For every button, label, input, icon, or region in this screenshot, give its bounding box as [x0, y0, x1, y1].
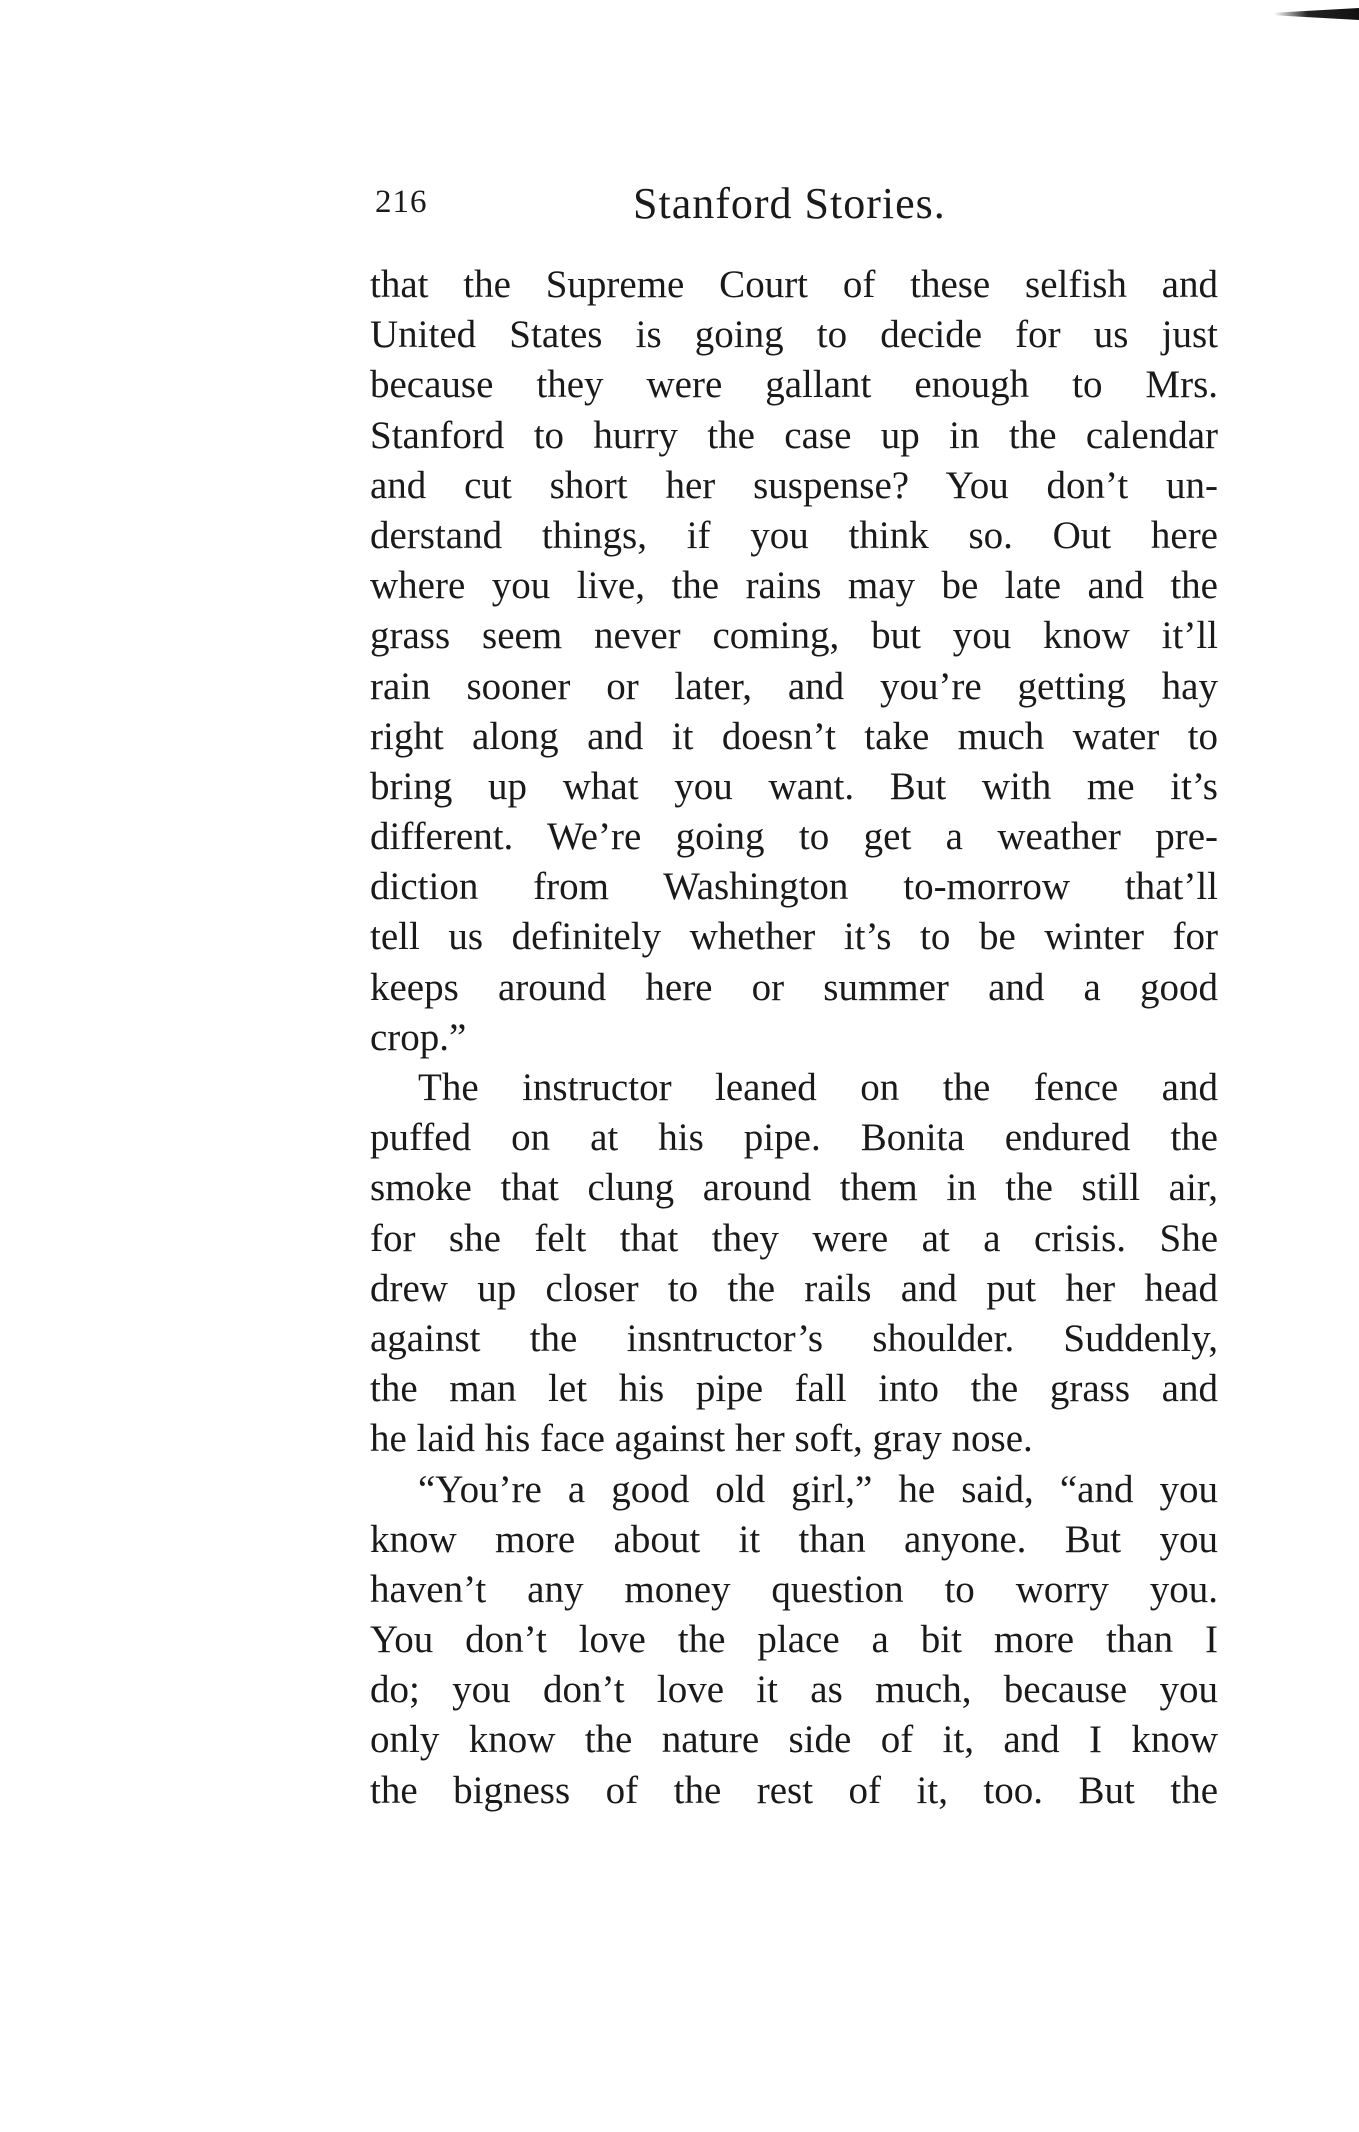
- page-number: 216: [375, 184, 428, 220]
- text-line: drew up closer to the rails and put her head: [370, 1266, 1218, 1310]
- text-line: against the insntructor’s shoulder. Suddenly,: [370, 1316, 1218, 1360]
- body-text: [370, 260, 1218, 1816]
- text-line: know more about it than anyone. But you: [370, 1517, 1218, 1561]
- text-line: where you live, the rains may be late and the: [370, 564, 1218, 608]
- text-line: Stanford to hurry the case up in the calendar: [370, 413, 1218, 457]
- text-line: keeps around here or summer and a good: [370, 965, 1218, 1009]
- text-line: rain sooner or later, and you’re getting hay: [370, 664, 1218, 708]
- page-edge-mark: [1274, 8, 1359, 20]
- text-line: diction from Washington to-morrow that’ll: [370, 865, 1218, 909]
- text-line: that the Supreme Court of these selfish and: [370, 263, 1218, 306]
- text-line: derstand things, if you think so. Out here: [370, 513, 1218, 557]
- text-line: “You’re a good old girl,” he said, “and you: [418, 1467, 1218, 1511]
- text-line: he laid his face against her soft, gray nose.: [370, 1417, 1033, 1461]
- text-line: because they were gallant enough to Mrs.: [370, 363, 1218, 407]
- text-line: only know the nature side of it, and I know: [370, 1718, 1218, 1762]
- text-line: haven’t any money question to worry you.: [370, 1567, 1218, 1611]
- text-line: grass seem never coming, but you know it’ll: [370, 614, 1218, 658]
- text-line: for she felt that they were at a crisis. She: [370, 1216, 1218, 1260]
- text-line: tell us definitely whether it’s to be winter for: [370, 915, 1218, 959]
- text-line: the bigness of the rest of it, too. But the: [370, 1768, 1218, 1812]
- text-line: You don’t love the place a bit more than I: [370, 1618, 1218, 1662]
- running-title: Stanford Stories.: [633, 179, 946, 228]
- text-line: bring up what you want. But with me it’s: [370, 764, 1218, 808]
- text-line: The instructor leaned on the fence and: [418, 1066, 1218, 1109]
- text-line: and cut short her suspense? You don’t un-: [370, 463, 1218, 507]
- text-line: United States is going to decide for us just: [370, 313, 1218, 357]
- text-line: the man let his pipe fall into the grass and: [370, 1367, 1218, 1411]
- text-line: right along and it doesn’t take much water to: [370, 714, 1218, 758]
- text-line: puffed on at his pipe. Bonita endured the: [370, 1116, 1218, 1160]
- text-line: different. We’re going to get a weather pre-: [370, 815, 1218, 859]
- page-header: [375, 178, 1223, 248]
- text-line: crop.”: [370, 1015, 467, 1059]
- text-line: smoke that clung around them in the still air,: [370, 1166, 1218, 1210]
- text-line: do; you don’t love it as much, because you: [370, 1668, 1218, 1712]
